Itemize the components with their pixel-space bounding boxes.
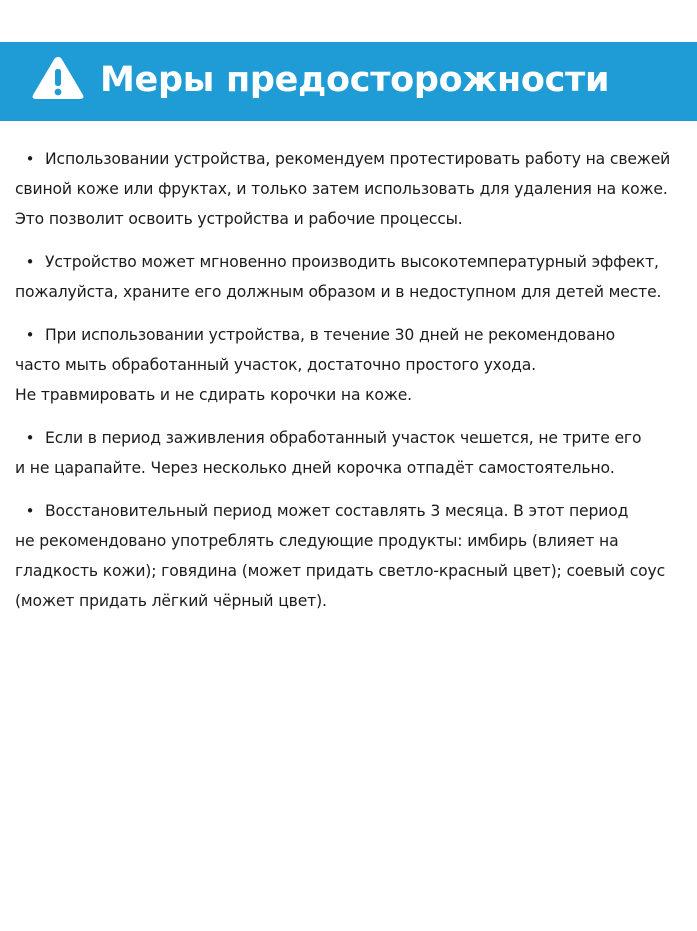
- list-item: [15, 247, 685, 307]
- list-item-line: часто мыть обработанный участок, достаточно простого ухода.: [15, 356, 536, 374]
- list-item-text: Использовании устройства, рекомендуем протестировать работу на свежей: [45, 150, 671, 168]
- warning-icon: [30, 54, 86, 102]
- list-item-line: свиной коже или фруктах, и только затем использовать для удаления на коже.: [15, 180, 668, 198]
- list-item-line: Это позволит освоить устройства и рабочие процессы.: [15, 210, 463, 228]
- bullet: •: [25, 253, 35, 271]
- list-item-line: гладкость кожи); говядина (может придать светло-красный цвет); соевый соус: [15, 562, 666, 580]
- list-item-text: Восстановительный период может составлять 3 месяца. В этот период: [45, 502, 629, 520]
- bullet: •: [25, 429, 35, 447]
- list-item-line: Не травмировать и не сдирать корочки на коже.: [15, 386, 412, 404]
- list-item-text: Если в период заживления обработанный участок чешется, не трите его: [45, 429, 642, 447]
- list-item-line: и не царапайте. Через несколько дней корочка отпадёт самостоятельно.: [15, 459, 615, 477]
- list-item-line: [15, 144, 685, 174]
- list-item-line: [15, 423, 685, 453]
- page-title: Меры предосторожности: [100, 60, 610, 100]
- list-item-line: пожалуйста, храните его должным образом и в недоступном для детей месте.: [15, 283, 662, 301]
- bullet: •: [25, 326, 35, 344]
- list-item-line: (может придать лёгкий чёрный цвет).: [15, 592, 327, 610]
- list-item: [15, 144, 685, 234]
- list-item: [15, 320, 685, 410]
- list-item: [15, 496, 685, 616]
- bullet: •: [25, 150, 35, 168]
- bullet: •: [25, 502, 35, 520]
- list-item: [15, 423, 685, 483]
- precautions-list: [15, 144, 685, 629]
- list-item-line: [15, 247, 685, 277]
- list-item-line: не рекомендовано употреблять следующие продукты: имбирь (влияет на: [15, 532, 619, 550]
- list-item-line: [15, 320, 685, 350]
- list-item-text: Устройство может мгновенно производить высокотемпературный эффект,: [45, 253, 659, 271]
- list-item-line: [15, 496, 685, 526]
- list-item-text: При использовании устройства, в течение 30 дней не рекомендовано: [45, 326, 616, 344]
